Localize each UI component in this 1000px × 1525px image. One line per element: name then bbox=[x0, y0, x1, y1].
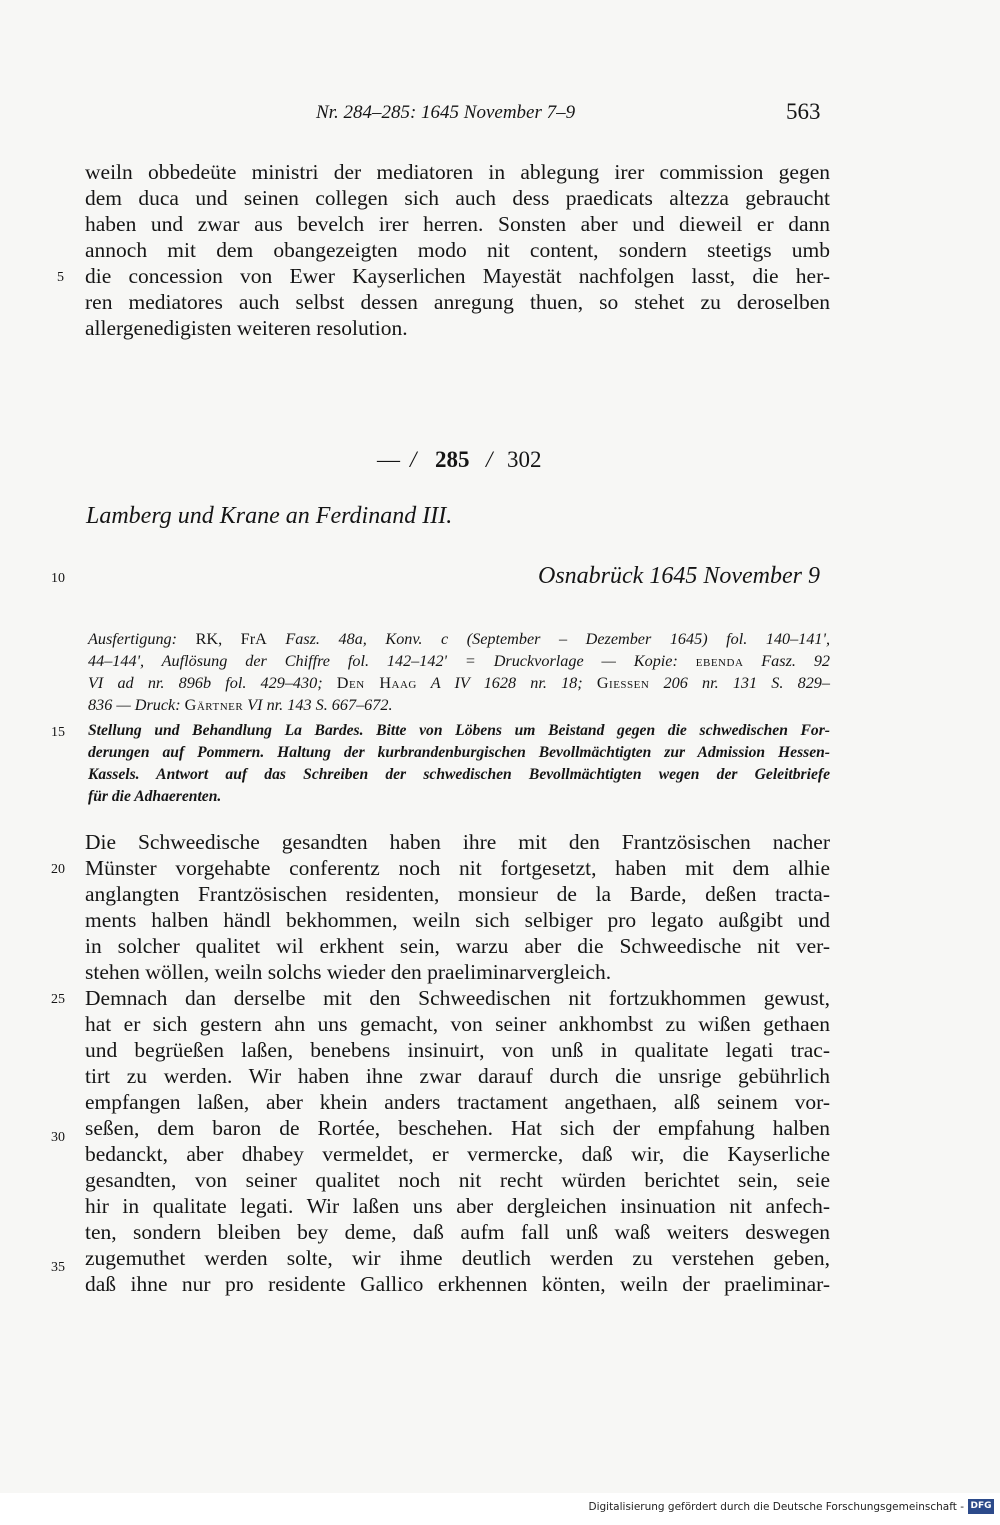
summary-line: für die Adhaerenten. bbox=[88, 788, 222, 805]
summary-line: Stellung und Behandlung La Bardes. Bitte von Löbens um Beistand gegen die schwedischen For- bbox=[88, 722, 830, 739]
text-line: stehen wöllen, weiln solchs wieder den praeliminarvergleich. bbox=[85, 960, 612, 984]
text-line: ten, sondern bleiben bey deme, daß aufm fall unß waß weiters deswegen bbox=[85, 1220, 830, 1244]
text-line: zugemuthet werden solte, wir ihme deutlich werden zu verstehen geben, bbox=[85, 1246, 830, 1270]
text-line: in solcher qualitet wil erkhent sein, warzu aber die Schweedische nit ver- bbox=[85, 934, 830, 958]
note-text: 206 nr. 131 S. 829– bbox=[663, 674, 830, 692]
note-text: 44–144', Auflösung der Chiffre fol. 142–142' = Druckvorlage — Kopie: bbox=[88, 652, 678, 670]
number-slash: / bbox=[486, 447, 493, 472]
running-head bbox=[0, 99, 1000, 132]
note-line bbox=[88, 694, 830, 716]
line-number: 5 bbox=[57, 270, 64, 285]
text-line: die concession von Ewer Kayserlichen Mayestät nachfolgen lasst, die her- bbox=[85, 264, 830, 288]
text-line: ren mediatores auch selbst dessen anregung thuen, so stehet zu deroselben bbox=[85, 290, 830, 314]
text-line: gesandten, von seiner qualitet noch nit recht würden berichtet sein, seie bbox=[85, 1168, 830, 1192]
text-line: empfangen laßen, aber khein anders tractament angethaen, alß seinem vor- bbox=[85, 1090, 830, 1114]
note-text: A IV 1628 nr. 18; bbox=[430, 674, 583, 692]
text-line: bedanckt, aber dhabey vermeldet, er vermercke, daß wir, die Kayserliche bbox=[85, 1142, 830, 1166]
line-number: 30 bbox=[51, 1130, 65, 1145]
note-text: Fasz. 48a, Konv. c (September – Dezember 1645) fol. 140–141', bbox=[285, 630, 831, 648]
note-text: VI nr. 143 S. 667–672. bbox=[247, 696, 393, 714]
text-line: hat er sich gestern ahn uns gemacht, von seiner ankhombst zu wißen gethaen bbox=[85, 1012, 830, 1036]
text-line: allergenedigisten weiteren resolution. bbox=[85, 316, 408, 340]
number-dash: — bbox=[377, 447, 400, 472]
note-label: Ausfertigung: bbox=[88, 630, 178, 648]
document-number bbox=[0, 443, 1000, 477]
note-text: VI ad nr. 896b fol. 429–430; bbox=[88, 674, 323, 692]
note-line bbox=[88, 672, 830, 694]
text-line: Die Schweedische gesandten haben ihre mit den Frantzösischen nacher bbox=[85, 830, 830, 854]
summary-line: derungen auf Pommern. Haltung der kurbrandenburgischen Bevollmächtigten zur Admission Hessen- bbox=[88, 744, 830, 761]
line-number: 35 bbox=[51, 1260, 65, 1275]
note-line bbox=[88, 650, 830, 672]
text-line: ments halben händl bekhommen, weiln sich selbiger pro legato außgibt und bbox=[85, 908, 830, 932]
text-line: Münster vorgehabte conferentz noch nit fortgesetzt, haben mit dem alhie bbox=[85, 856, 830, 880]
place-date: Osnabrück 1645 November 9 bbox=[538, 563, 820, 589]
text-line: anglangten Frantzösischen residenten, monsieur de la Barde, deßen tracta- bbox=[85, 882, 830, 906]
text-line: haben und zwar aus bevelch irer herren. Sonsten aber und dieweil er dann bbox=[85, 212, 830, 236]
archive-ref: RK, FrA bbox=[195, 630, 267, 648]
line-number: 15 bbox=[51, 725, 65, 740]
line-number: 10 bbox=[51, 571, 65, 586]
text-line: seßen, dem baron de Rortée, beschehen. Hat sich der empfahung halben bbox=[85, 1116, 830, 1140]
text-line: tirt zu werden. Wir haben ihne zwar darauf durch die unsrige gebührlich bbox=[85, 1064, 830, 1088]
line-number: 20 bbox=[51, 862, 65, 877]
document-number-value: 285 bbox=[435, 447, 470, 472]
summary-line: Kassels. Antwort auf das Schreiben der schwedischen Bevollmächtigten wegen der Geleitbriefe bbox=[88, 766, 830, 783]
archive-ref: Giessen bbox=[596, 674, 650, 692]
document-heading: Lamberg und Krane an Ferdinand III. bbox=[86, 503, 453, 529]
archive-ref: Den Haag bbox=[336, 674, 417, 692]
page-number: 563 bbox=[786, 99, 821, 124]
archive-ref: ebenda bbox=[695, 652, 744, 670]
archive-ref: Gärtner bbox=[184, 696, 244, 714]
line-number: 25 bbox=[51, 992, 65, 1007]
text-line: daß ihne nur pro residente Gallico erkhennen könten, weiln der praeliminar- bbox=[85, 1272, 830, 1296]
document-number-alt: 302 bbox=[507, 447, 542, 472]
dfg-logo-icon: DFG bbox=[968, 1499, 994, 1514]
text-line: dem duca und seinen collegen sich auch dess praedicats altezza gebraucht bbox=[85, 186, 830, 210]
footer-credit: Digitalisierung gefördert durch die Deutsche Forschungsgemeinschaft - bbox=[588, 1501, 964, 1513]
note-line bbox=[88, 628, 830, 650]
text-line: hir in qualitate legati. Wir laßen uns aber dergleichen insinuation nit anfech- bbox=[85, 1194, 830, 1218]
text-line: Demnach dan derselbe mit den Schweedischen nit fortzukhommen gewust, bbox=[85, 986, 830, 1010]
note-text: Fasz. 92 bbox=[761, 652, 831, 670]
text-line: und begrüeßen laßen, benebens insinuirt, von unß in qualitate legati trac- bbox=[85, 1038, 830, 1062]
number-slash: / bbox=[410, 447, 417, 472]
running-title: Nr. 284–285: 1645 November 7–9 bbox=[316, 102, 576, 123]
text-line: weiln obbedeüte ministri der mediatoren in ablegung irer commission gegen bbox=[85, 160, 830, 184]
text-line: annoch mit dem obangezeigten modo nit content, sondern steetigs umb bbox=[85, 238, 830, 262]
note-text: 836 — Druck: bbox=[88, 696, 181, 714]
